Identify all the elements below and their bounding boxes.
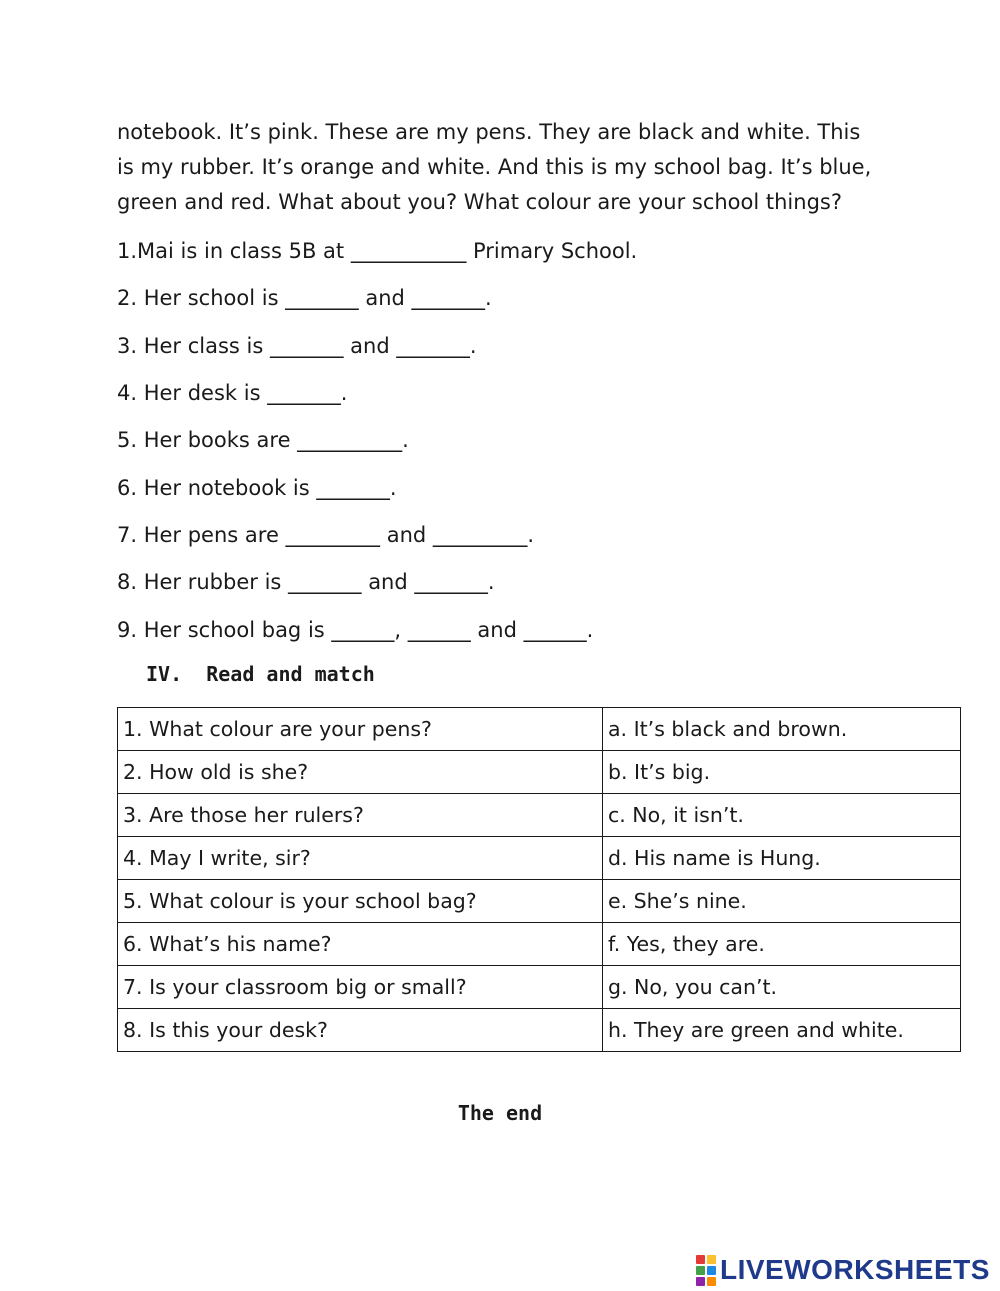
match-answer: c. No, it isn’t.: [603, 794, 961, 837]
match-question: 6. What’s his name?: [118, 923, 603, 966]
match-question: 7. Is your classroom big or small?: [118, 966, 603, 1009]
match-answer: h. They are green and white.: [603, 1009, 961, 1052]
question-6: 6. Her notebook is _______.: [117, 476, 397, 500]
question-7: 7. Her pens are _________ and _________.: [117, 523, 535, 547]
passage-line: notebook. It’s pink. These are my pens. They are black and white. This: [117, 120, 861, 144]
table-row: [118, 1009, 961, 1052]
logo-blocks-icon: [696, 1255, 716, 1286]
logo-text: LIVEWORKSHEETS: [720, 1254, 990, 1285]
reading-passage: [117, 115, 907, 220]
logo-block: [707, 1266, 716, 1275]
match-question: 3. Are those her rulers?: [118, 794, 603, 837]
match-answer: a. It’s black and brown.: [603, 708, 961, 751]
table-row: [118, 708, 961, 751]
table-row: [118, 923, 961, 966]
logo-block: [696, 1255, 705, 1264]
table-row: [118, 966, 961, 1009]
logo-block: [707, 1255, 716, 1264]
question-8: 8. Her rubber is _______ and _______.: [117, 570, 495, 594]
logo-block: [696, 1277, 705, 1286]
passage-line: is my rubber. It’s orange and white. And this is my school bag. It’s blue,: [117, 155, 872, 179]
match-question: 8. Is this your desk?: [118, 1009, 603, 1052]
logo-block: [696, 1266, 705, 1275]
question-1: 1.Mai is in class 5B at ___________ Primary School.: [117, 239, 638, 263]
question-9: 9. Her school bag is ______, ______ and ______.: [117, 618, 594, 642]
match-question: 4. May I write, sir?: [118, 837, 603, 880]
match-answer: e. She’s nine.: [603, 880, 961, 923]
question-3: 3. Her class is _______ and _______.: [117, 334, 477, 358]
liveworksheets-logo[interactable]: [696, 1253, 990, 1287]
match-question: 2. How old is she?: [118, 751, 603, 794]
match-answer: d. His name is Hung.: [603, 837, 961, 880]
match-table: [117, 707, 961, 1052]
match-answer: f. Yes, they are.: [603, 923, 961, 966]
the-end-text: The end: [457, 1101, 543, 1125]
match-answer: b. It’s big.: [603, 751, 961, 794]
question-5: 5. Her books are __________.: [117, 428, 409, 452]
match-question: 5. What colour is your school bag?: [118, 880, 603, 923]
table-row: [118, 751, 961, 794]
match-question: 1. What colour are your pens?: [118, 708, 603, 751]
table-row: [118, 837, 961, 880]
logo-block: [707, 1277, 716, 1286]
passage-line: green and red. What about you? What colour are your school things?: [117, 190, 842, 214]
table-row: [118, 880, 961, 923]
table-row: [118, 794, 961, 837]
question-2: 2. Her school is _______ and _______.: [117, 286, 492, 310]
question-4: 4. Her desk is _______.: [117, 381, 348, 405]
section-heading: IV. Read and match: [146, 662, 375, 686]
match-answer: g. No, you can’t.: [603, 966, 961, 1009]
